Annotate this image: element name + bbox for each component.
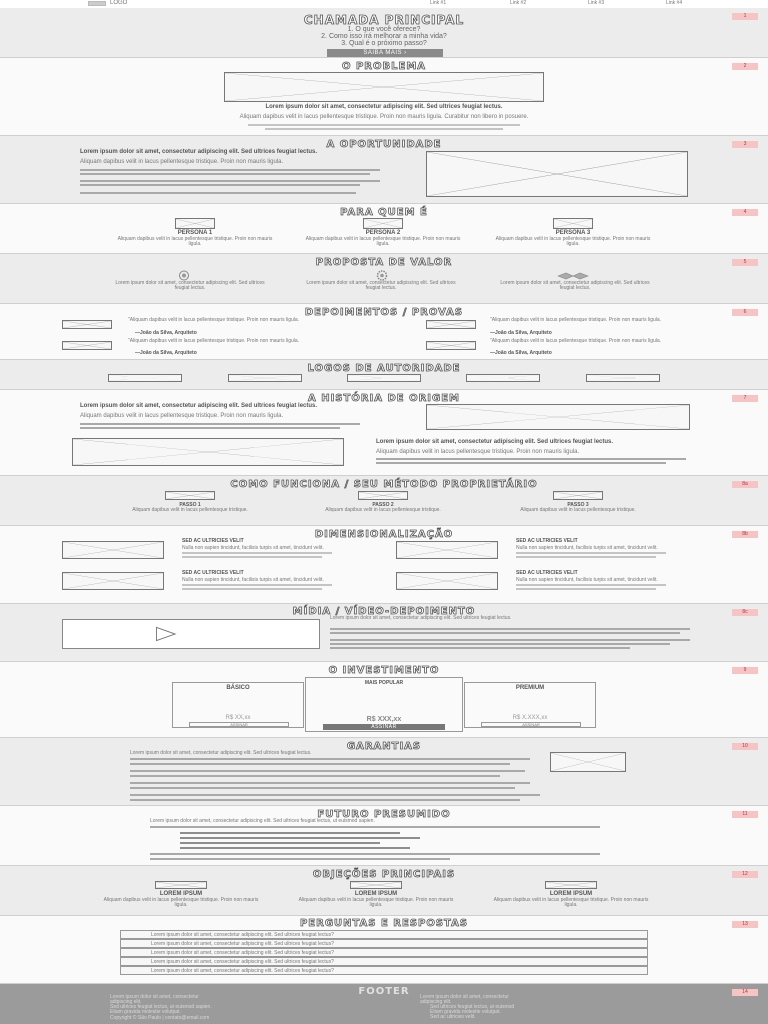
- oportunidade-body: Aliquam dapibus velit in lacus pellentesque tristique. Proin non mauris ligula.: [80, 159, 284, 165]
- handshake-icon: [556, 268, 590, 279]
- objecao-text-1: Aliquam dapibus velit in lacus pellentesque tristique. Proin non mauris ligula.: [103, 897, 259, 908]
- text-line: [330, 647, 630, 649]
- step-1-label: PASSO 1: [179, 502, 201, 508]
- problema-body: Aliquam dapibus velit in lacus pellentesque tristique. Proin non mauris ligula. Curabitur non libero in posuere.: [239, 114, 529, 120]
- dim-item-title-1: SED AC ULTRICIES VELIT: [182, 538, 244, 544]
- oportunidade-section: [0, 136, 768, 204]
- logos-section: [0, 360, 768, 390]
- persona-3-text: Aliquam dapibus velit in lacus pellentesque tristique. Proin non mauris ligula.: [495, 236, 651, 247]
- text-line: [130, 763, 510, 765]
- objecao-image-1: [155, 881, 207, 889]
- proposta-text-1: Lorem ipsum dolor sit amet, consectetur adipiscing elit. Sed ultrices feugiat lectus.: [115, 280, 265, 291]
- testimonial-photo: [62, 341, 112, 350]
- dimensionalizacao-title: DIMENSIONALIZAÇÃO: [314, 529, 454, 540]
- faq-question[interactable]: Lorem ipsum dolor sit amet, consectetur adipiscing elit. Sed ultrices feugiat lectus?: [151, 959, 334, 965]
- text-line: [130, 758, 530, 760]
- objecoes-section: [0, 866, 768, 916]
- footer-title: FOOTER: [358, 986, 410, 997]
- text-line: [80, 423, 360, 425]
- nav-link-1[interactable]: Link #1: [430, 0, 447, 6]
- historia-body: Aliquam dapibus velit in lacus pellentesque tristique. Proin non mauris ligula.: [80, 413, 284, 419]
- objecao-text-2: Aliquam dapibus velit in lacus pellentesque tristique. Proin non mauris ligula.: [298, 897, 454, 908]
- dim-item-text-2: Nulla non sapien tincidunt, facilisis turpis sit amet, tincidunt velit.: [516, 545, 658, 551]
- text-line: [130, 775, 500, 777]
- text-line: [180, 842, 380, 844]
- garantias-title: GARANTIAS: [346, 741, 422, 752]
- investimento-section: [0, 662, 768, 738]
- target-icon: [172, 268, 196, 279]
- historia-section: [0, 390, 768, 476]
- plan-price: R$ XXX,xx: [366, 716, 402, 723]
- section-number-badge: 14: [732, 989, 758, 996]
- nav-link-4[interactable]: Link #4: [666, 0, 683, 6]
- text-line: [376, 462, 666, 464]
- text-line: [516, 556, 656, 558]
- dim-image-2: [396, 541, 498, 559]
- midia-section: [0, 604, 768, 662]
- testimonial-photo: [426, 320, 476, 329]
- text-line: [130, 782, 530, 784]
- section-number-badge: 2: [732, 63, 758, 70]
- para-quem-title: PARA QUEM É: [340, 207, 428, 218]
- persona-1-name: PERSONA 1: [177, 230, 213, 236]
- text-line: [80, 180, 380, 182]
- section-number-badge: 9: [732, 667, 758, 674]
- problema-section: [0, 58, 768, 136]
- objecao-title-1: LOREM IPSUM: [159, 891, 203, 897]
- como-funciona-title: COMO FUNCIONA / SEU MÉTODO PROPRIETÁRIO: [230, 479, 538, 490]
- testimonial-author: —João da Silva, Arquiteto: [490, 330, 552, 336]
- faq-question[interactable]: Lorem ipsum dolor sit amet, consectetur adipiscing elit. Sed ultrices feugiat lectus?: [151, 932, 334, 938]
- logo-placeholder[interactable]: [88, 1, 106, 6]
- futuro-title: FUTURO PRESUMIDO: [317, 809, 451, 820]
- footer-left-2: adipiscing elit.: [110, 999, 142, 1005]
- dim-item-title-2: SED AC ULTRICIES VELIT: [516, 538, 578, 544]
- oportunidade-lead: Lorem ipsum dolor sit amet, consectetur adipiscing elit. Sed ultrices feugiat lectus.: [80, 149, 318, 155]
- section-number-badge: 6: [732, 309, 758, 316]
- garantias-section: [0, 738, 768, 806]
- testimonial-author: —João da Silva, Arquiteto: [135, 330, 197, 336]
- text-line: [80, 184, 360, 186]
- dim-item-text-1: Nulla non sapien tincidunt, facilisis turpis sit amet, tincidunt velit.: [182, 545, 324, 551]
- footer-section: [0, 984, 768, 1024]
- dim-image-1: [62, 541, 164, 559]
- faq-question[interactable]: Lorem ipsum dolor sit amet, consectetur adipiscing elit. Sed ultrices feugiat lectus?: [151, 968, 334, 974]
- text-line: [80, 427, 340, 429]
- text-line: [182, 556, 322, 558]
- footer-right-1: Lorem ipsum dolor sit amet, consectetur: [420, 994, 509, 1000]
- section-number-badge: 8c: [732, 609, 758, 616]
- persona-2-name: PERSONA 2: [365, 230, 401, 236]
- section-number-badge: 13: [732, 921, 758, 928]
- hero-title: CHAMADA PRINCIPAL: [303, 13, 465, 27]
- text-line: [180, 832, 400, 834]
- text-line: [80, 192, 356, 194]
- text-line: [130, 787, 515, 789]
- logos-title: LOGOS DE AUTORIDADE: [307, 363, 461, 374]
- objecao-title-2: LOREM IPSUM: [354, 891, 398, 897]
- persona-2-image: [363, 218, 403, 229]
- objecao-image-3: [545, 881, 597, 889]
- plan-price: R$ X.XXX,xx: [512, 715, 548, 721]
- text-line: [130, 799, 520, 801]
- plan-card-basico: [172, 682, 304, 728]
- authority-logo: [466, 374, 540, 382]
- faq-item[interactable]: [120, 930, 648, 939]
- nav-link-2[interactable]: Link #2: [510, 0, 527, 6]
- dim-image-3: [62, 572, 164, 590]
- footer-right-5: Sed ac ultricies velit.: [430, 1014, 476, 1020]
- futuro-section: [0, 806, 768, 866]
- garantia-seal-placeholder: [550, 752, 626, 772]
- footer-right-4: Etiam gravida molestie volutpat.: [430, 1009, 501, 1015]
- plan-name: MAIS POPULAR: [364, 680, 404, 686]
- assinar-button[interactable]: ASSINAR: [481, 722, 581, 727]
- plan-name: PREMIUM: [515, 685, 545, 691]
- text-line: [182, 552, 332, 554]
- footer-left-1: Lorem ipsum dolor sit amet, consectetur: [110, 994, 199, 1000]
- faq-section: [0, 916, 768, 984]
- section-number-badge: 4: [732, 209, 758, 216]
- step-2-image: [358, 491, 408, 500]
- text-line: [150, 826, 600, 828]
- midia-text: Lorem ipsum dolor sit amet, consectetur adipiscing elit. Sed ultrices feugiat lectus.: [330, 615, 512, 621]
- footer-right-2: adipiscing elit.: [420, 999, 452, 1005]
- testimonial-photo: [426, 341, 476, 350]
- text-line: [516, 584, 666, 586]
- hero-line-2: 2. Como isso irá melhorar a minha vida?: [321, 33, 447, 40]
- faq-question[interactable]: Lorem ipsum dolor sit amet, consectetur adipiscing elit. Sed ultrices feugiat lectus?: [151, 950, 334, 956]
- text-line: [330, 632, 680, 634]
- problema-title: O PROBLEMA: [341, 61, 427, 72]
- hero-line-3: 3. Qual é o próximo passo?: [341, 40, 427, 47]
- authority-logo: [108, 374, 182, 382]
- text-line: [130, 794, 540, 796]
- historia-lead-2: Lorem ipsum dolor sit amet, consectetur adipiscing elit. Sed ultrices feugiat lectus.: [376, 439, 614, 445]
- problema-lead: Lorem ipsum dolor sit amet, consectetur adipiscing elit. Sed ultrices feugiat lectus.: [265, 104, 503, 110]
- dim-item-title-4: SED AC ULTRICIES VELIT: [516, 570, 578, 576]
- play-icon[interactable]: [63, 620, 319, 648]
- persona-3-name: PERSONA 3: [555, 230, 591, 236]
- step-1-text: Aliquam dapibus velit in lacus pellentesque tristique.: [132, 507, 248, 513]
- text-line: [180, 837, 420, 839]
- text-line: [80, 169, 380, 171]
- section-number-badge: 3: [732, 141, 758, 148]
- text-line: [150, 858, 450, 860]
- hero-section: [0, 8, 768, 58]
- section-number-badge: 12: [732, 871, 758, 878]
- proposta-text-2: Lorem ipsum dolor sit amet, consectetur adipiscing elit. Sed ultrices feugiat lectus.: [306, 280, 456, 291]
- text-line: [330, 643, 670, 645]
- testimonial-quote: "Aliquam dapibus velit in lacus pellentesque tristique. Proin non mauris ligula.: [128, 338, 300, 344]
- depoimentos-title: DEPOIMENTOS / PROVAS: [304, 307, 464, 318]
- footer-left-3: Sed ultrices feugiat lectus, ut euismod sapien.: [110, 1004, 212, 1010]
- footer-left-4: Etiam gravida molestie volutpat.: [110, 1009, 181, 1015]
- faq-item[interactable]: [120, 966, 648, 975]
- faq-item[interactable]: [120, 939, 648, 948]
- objecao-image-2: [350, 881, 402, 889]
- section-number-badge: 7: [732, 395, 758, 402]
- garantias-text: Lorem ipsum dolor sit amet, consectetur adipiscing elit. Sed ultrices feugiat lectus.: [130, 750, 312, 756]
- testimonial-photo: [62, 320, 112, 329]
- text-line: [516, 588, 656, 590]
- step-1-image: [165, 491, 215, 500]
- testimonial-author: —João da Silva, Arquiteto: [490, 350, 552, 356]
- oportunidade-image-placeholder: [426, 151, 688, 197]
- faq-item[interactable]: [120, 957, 648, 966]
- faq-title: PERGUNTAS E RESPOSTAS: [299, 918, 469, 929]
- authority-logo: [347, 374, 421, 382]
- dim-item-text-3: Nulla non sapien tincidunt, facilisis turpis sit amet, tincidunt velit.: [182, 577, 324, 583]
- step-2-label: PASSO 2: [372, 502, 394, 508]
- dim-item-text-4: Nulla non sapien tincidunt, facilisis turpis sit amet, tincidunt velit.: [516, 577, 658, 583]
- persona-1-text: Aliquam dapibus velit in lacus pellentesque tristique. Proin non mauris ligula.: [117, 236, 273, 247]
- dim-image-4: [396, 572, 498, 590]
- text-line: [376, 458, 686, 460]
- depoimentos-section: [0, 304, 768, 360]
- text-line: [80, 173, 370, 175]
- step-3-image: [553, 491, 603, 500]
- authority-logo: [228, 374, 302, 382]
- text-line: [330, 639, 690, 641]
- step-2-text: Aliquam dapibus velit in lacus pellentesque tristique.: [325, 507, 441, 513]
- objecao-title-3: LOREM IPSUM: [549, 891, 593, 897]
- text-line: [516, 552, 666, 554]
- text-line: [182, 588, 322, 590]
- plan-card-premium: [464, 682, 596, 728]
- historia-lead: Lorem ipsum dolor sit amet, consectetur adipiscing elit. Sed ultrices feugiat lectus.: [80, 403, 318, 409]
- step-3-label: PASSO 3: [567, 502, 589, 508]
- persona-1-image: [175, 218, 215, 229]
- testimonial-quote: "Aliquam dapibus velit in lacus pellentesque tristique. Proin non mauris ligula.: [490, 317, 662, 323]
- testimonial-quote: "Aliquam dapibus velit in lacus pellentesque tristique. Proin non mauris ligula.: [128, 317, 300, 323]
- section-number-badge: 10: [732, 743, 758, 750]
- nav-link-3[interactable]: Link #3: [588, 0, 605, 6]
- plan-name: BÁSICO: [226, 685, 250, 691]
- section-number-badge: 1: [732, 13, 758, 20]
- proposta-text-3: Lorem ipsum dolor sit amet, consectetur adipiscing elit. Sed ultrices feugiat lectus.: [500, 280, 650, 291]
- section-number-badge: 8b: [732, 531, 758, 538]
- saiba-mais-button[interactable]: SAIBA MAIS ›: [327, 49, 443, 58]
- plan-price: R$ XX,xx: [225, 715, 251, 721]
- midia-title: MÍDIA / VÍDEO-DEPOIMENTO: [292, 606, 476, 617]
- text-line: [265, 128, 503, 130]
- persona-3-image: [553, 218, 593, 229]
- section-number-badge: 11: [732, 811, 758, 818]
- text-line: [330, 628, 690, 630]
- persona-2-text: Aliquam dapibus velit in lacus pellentesque tristique. Proin non mauris ligula.: [305, 236, 461, 247]
- text-line: [182, 584, 332, 586]
- text-line: [130, 770, 525, 772]
- assinar-button[interactable]: ASSINAR: [323, 724, 445, 730]
- historia-image-2: [72, 438, 344, 466]
- problema-image-placeholder: [224, 72, 544, 102]
- dim-item-title-3: SED AC ULTRICIES VELIT: [182, 570, 244, 576]
- section-number-badge: 5: [732, 259, 758, 266]
- section-number-badge: 8a: [732, 481, 758, 488]
- text-line: [180, 847, 410, 849]
- text-line: [248, 124, 520, 126]
- hero-line-1: 1. O que você oferece?: [347, 26, 421, 33]
- testimonial-author: —João da Silva, Arquiteto: [135, 350, 197, 356]
- testimonial-quote: "Aliquam dapibus velit in lacus pellentesque tristique. Proin non mauris ligula.: [490, 338, 662, 344]
- footer-copyright: Copyright © São Paulo | contato@email.com: [110, 1015, 210, 1021]
- step-3-text: Aliquam dapibus velit in lacus pellentesque tristique.: [520, 507, 636, 513]
- text-line: [150, 853, 600, 855]
- investimento-title: O INVESTIMENTO: [328, 665, 440, 676]
- dimensionalizacao-section: [0, 526, 768, 604]
- objecoes-title: OBJEÇÕES PRINCIPAIS: [312, 869, 456, 880]
- proposta-title: PROPOSTA DE VALOR: [315, 257, 453, 268]
- historia-body-2: Aliquam dapibus velit in lacus pellentesque tristique. Proin non mauris ligula.: [376, 449, 580, 455]
- historia-title: A HISTÓRIA DE ORIGEM: [307, 393, 460, 404]
- video-player[interactable]: [62, 619, 320, 649]
- top-nav: [0, 0, 768, 8]
- objecao-text-3: Aliquam dapibus velit in lacus pellentesque tristique. Proin non mauris ligula.: [493, 897, 649, 908]
- oportunidade-title: A OPORTUNIDADE: [326, 139, 442, 150]
- gear-icon: [367, 268, 397, 279]
- assinar-button[interactable]: ASSINAR: [189, 722, 289, 727]
- como-funciona-section: [0, 476, 768, 526]
- para-quem-section: [0, 204, 768, 254]
- faq-question[interactable]: Lorem ipsum dolor sit amet, consectetur adipiscing elit. Sed ultrices feugiat lectus?: [151, 941, 334, 947]
- footer-right-3: Sed ultrices feugiat lectus, ut euismod: [430, 1004, 515, 1010]
- futuro-text: Lorem ipsum dolor sit amet, consectetur adipiscing elit. Sed ultrices feugiat lectus, ut euismod sapien.: [150, 818, 375, 824]
- historia-image-1: [426, 404, 690, 430]
- authority-logo: [586, 374, 660, 382]
- logo-text[interactable]: LOGO: [110, 0, 128, 6]
- plan-card-popular: [305, 677, 463, 732]
- faq-item[interactable]: [120, 948, 648, 957]
- proposta-section: [0, 254, 768, 304]
